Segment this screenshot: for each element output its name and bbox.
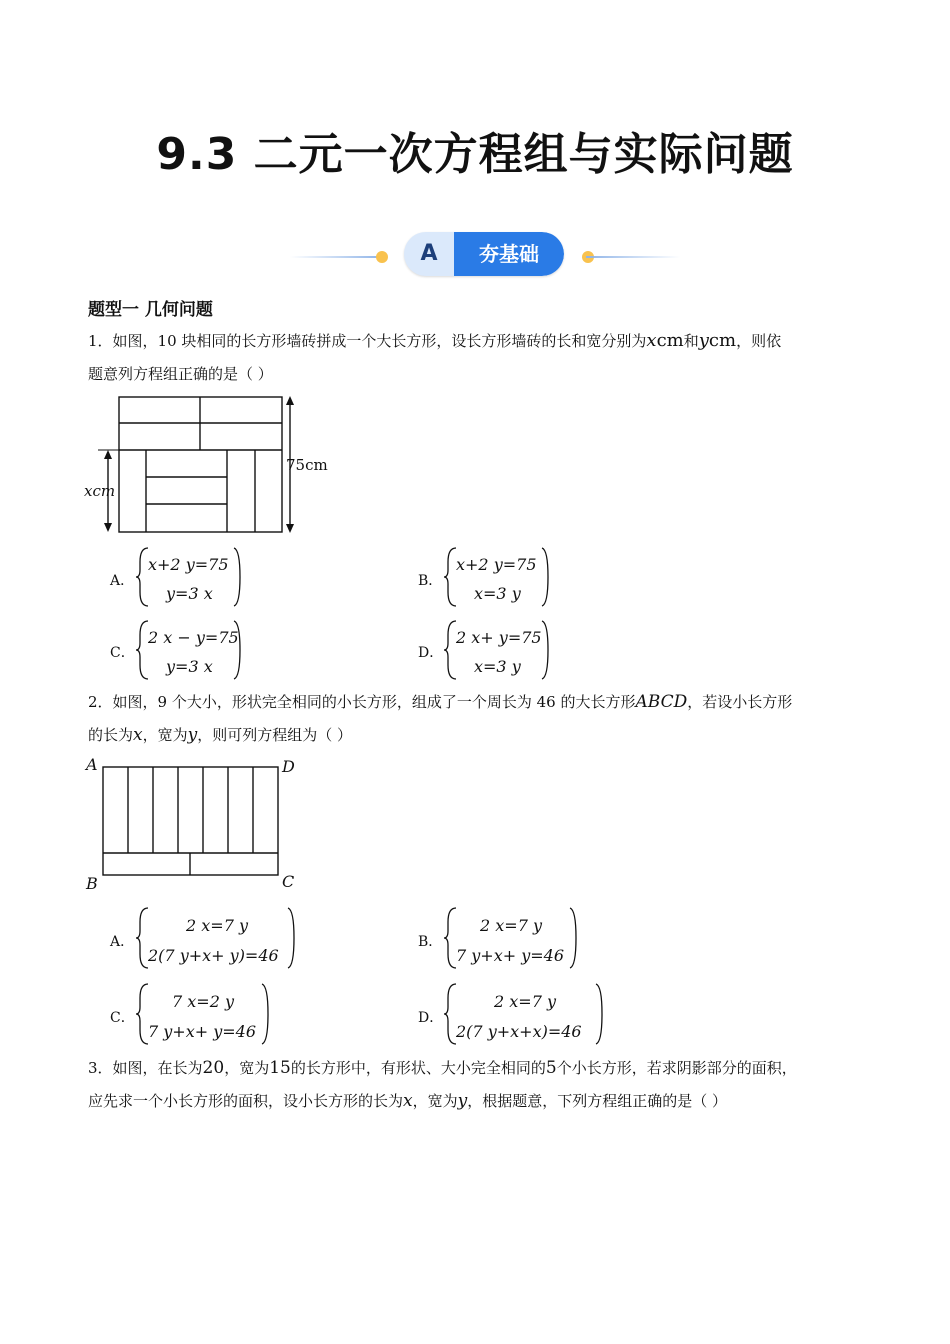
q3-line1a: 3．如图，在长为 [88, 1059, 203, 1077]
question-3-text [88, 1052, 868, 1118]
q1-and: 和 [683, 332, 699, 350]
q1-x-label: xcm [84, 482, 116, 500]
q2-line2b: ，宽为 [142, 726, 188, 744]
q1-option-b-label: B． [418, 573, 443, 589]
q1-c-eq1: 2 x − y=75 [148, 628, 239, 647]
q2-corner-a: A [86, 756, 98, 774]
q1-b-eq1: x+2 y=75 [456, 555, 537, 574]
q2-line2a: 的长为 [88, 726, 134, 744]
q2-b-eq1: 2 x=7 y [480, 916, 542, 935]
q2-d-eq1: 2 x=7 y [494, 992, 556, 1011]
q3-line2c: ，根据题意，下列方程组正确的是（ ） [467, 1092, 728, 1110]
q1-line2: 题意列方程组正确的是（ ） [88, 365, 273, 383]
q1-tail: ，则依 [736, 332, 782, 350]
q2-x: x [133, 725, 143, 745]
section-title: 题型一 几何问题 [88, 300, 213, 320]
q2-corner-b: B [86, 874, 98, 893]
q1-option-a-label: A． [110, 573, 135, 589]
badge-line-left [290, 256, 382, 258]
question-1-text [88, 324, 868, 391]
q2-line1a: 2．如图，9 个大小，形状完全相同的小长方形，组成了一个周长为 46 的大长方形 [88, 693, 636, 711]
q2-option-d-label: D． [418, 1010, 444, 1026]
q3-wid: 15 [269, 1058, 291, 1078]
q2-option-c-label: C． [110, 1010, 135, 1026]
question-2-text [88, 686, 868, 752]
q2-corner-c: C [282, 872, 295, 891]
q2-a-eq2: 2(7 y+x+ y)=46 [148, 946, 279, 965]
q1-c-eq2: y=3 x [166, 657, 213, 676]
q3-x: x [403, 1091, 413, 1111]
badge-pill [404, 232, 564, 276]
q2-figure [84, 756, 314, 896]
q2-c-eq2: 7 y+x+ y=46 [148, 1022, 257, 1041]
q1-d-eq1: 2 x+ y=75 [456, 628, 542, 647]
q2-option-b-label: B． [418, 934, 443, 950]
q2-line2c: ，则可列方程组为（ ） [197, 726, 353, 744]
badge-dot-left [376, 251, 388, 263]
q1-b-eq2: x=3 y [474, 584, 521, 603]
q2-y: y [187, 725, 198, 745]
q2-line1b: ，若设小长方形 [687, 693, 793, 711]
q2-a-eq1: 2 x=7 y [186, 916, 248, 935]
q2-b-eq2: 7 y+x+ y=46 [456, 946, 565, 965]
q1-height-label: 75cm [286, 456, 328, 474]
q1-var-x: x [646, 330, 657, 351]
q1-a-eq1: x+2 y=75 [148, 555, 229, 574]
q3-line1c: 的长方形中，有形状、大小完全相同的 [290, 1059, 546, 1077]
q2-d-eq2: 2(7 y+x+x)=46 [456, 1022, 582, 1041]
q1-unit1: cm [656, 330, 684, 351]
q2-corner-d: D [282, 757, 295, 776]
q3-num: 5 [545, 1058, 557, 1078]
page-title: 9.3 二元一次方程组与实际问题 [156, 129, 794, 180]
q1-option-d-label: D． [418, 645, 444, 661]
q3-line1b: ，宽为 [224, 1059, 270, 1077]
q3-line1d: 个小长方形，若求阴影部分的面积， [556, 1059, 797, 1077]
q2-option-a-label: A． [110, 934, 135, 950]
q1-a-eq2: y=3 x [166, 584, 213, 603]
q3-y: y [457, 1091, 468, 1111]
q1-d-eq2: x=3 y [474, 657, 521, 676]
q1-line1: 1．如图，10 块相同的长方形墙砖拼成一个大长方形，设长方形墙砖的长和宽分别为 [88, 332, 647, 350]
q3-len: 20 [202, 1058, 225, 1078]
q1-var-y: y [698, 330, 709, 351]
q3-line2a: 应先求一个小长方形的面积，设小长方形的长为 [88, 1092, 404, 1110]
q1-option-c-label: C． [110, 645, 135, 661]
badge-text: 夯基础 [454, 232, 564, 276]
q2-abcd: ABCD [635, 692, 688, 712]
badge-letter: A [420, 241, 438, 266]
q1-unit2: cm [708, 330, 737, 351]
q2-c-eq1: 7 x=2 y [172, 992, 234, 1011]
section-badge [290, 232, 680, 278]
q1-figure [84, 392, 344, 537]
q3-line2b: ，宽为 [412, 1092, 458, 1110]
badge-line-right [586, 256, 680, 258]
